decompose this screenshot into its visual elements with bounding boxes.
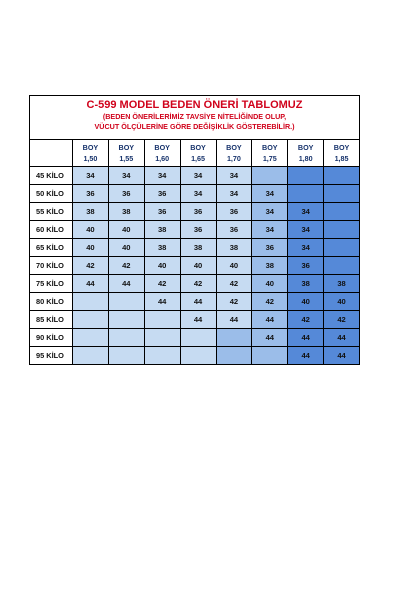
header-value: 1,80 [298,154,313,163]
size-cell: 42 [288,311,324,329]
size-cell: 34 [252,185,288,203]
header-label: BOY [190,143,206,152]
size-cell: 36 [108,185,144,203]
size-cell: 38 [73,203,109,221]
size-cell [252,347,288,365]
table-body [30,167,360,365]
weight-label: 55 KİLO [30,203,73,221]
size-cell: 38 [180,239,216,257]
size-cell: 44 [324,329,360,347]
header-value: 1,55 [119,154,134,163]
size-cell [216,329,252,347]
size-cell: 40 [180,257,216,275]
header-value: 1,70 [226,154,241,163]
header-value: 1,65 [191,154,206,163]
size-cell: 44 [180,311,216,329]
size-cell: 36 [288,257,324,275]
header-value: 1,60 [155,154,170,163]
size-cell: 38 [144,221,180,239]
size-cell: 38 [216,239,252,257]
size-cell [73,347,109,365]
header-label: BOY [333,143,350,152]
size-cell: 42 [324,311,360,329]
table-row [30,185,360,203]
size-cell: 38 [324,275,360,293]
size-cell: 34 [144,167,180,185]
size-cell: 44 [144,293,180,311]
size-cell: 40 [288,293,324,311]
size-cell: 38 [144,239,180,257]
header-value: 1,50 [83,154,98,163]
header-label: BOY [118,143,135,152]
size-cell: 34 [180,185,216,203]
table-row [30,167,360,185]
size-cell: 36 [144,203,180,221]
size-cell: 34 [288,221,324,239]
size-cell: 44 [252,329,288,347]
size-cell: 44 [180,293,216,311]
table-row [30,275,360,293]
size-cell: 44 [288,329,324,347]
weight-label: 45 KİLO [30,167,73,185]
size-cell: 34 [108,167,144,185]
weight-label: 50 KİLO [30,185,73,203]
size-cell [108,347,144,365]
size-cell: 42 [216,275,252,293]
header-value: 1,85 [334,154,349,163]
size-cell: 44 [252,311,288,329]
size-cell: 34 [288,203,324,221]
weight-label: 75 KİLO [30,275,73,293]
size-cell [144,329,180,347]
size-cell: 34 [73,167,109,185]
table-row [30,221,360,239]
size-cell: 36 [73,185,109,203]
size-cell: 36 [180,221,216,239]
size-cell: 38 [288,275,324,293]
header-label: BOY [154,143,170,152]
size-cell [108,311,144,329]
chart-title: C-599 MODEL BEDEN ÖNERİ TABLOMUZ [86,99,303,111]
header-label: BOY [297,143,314,152]
size-cell [73,293,109,311]
size-cell: 44 [288,347,324,365]
size-cell: 42 [216,293,252,311]
size-table [29,139,360,365]
weight-label: 70 KİLO [30,257,73,275]
size-cell: 40 [216,257,252,275]
table-row [30,329,360,347]
size-cell: 42 [108,257,144,275]
header-height-6 [288,140,324,167]
size-cell: 36 [216,221,252,239]
size-chart [29,95,360,365]
header-corner [30,140,73,167]
weight-label: 65 KİLO [30,239,73,257]
size-cell: 34 [216,167,252,185]
header-height-0 [73,140,109,167]
size-cell: 40 [73,239,109,257]
size-cell [144,311,180,329]
size-cell [108,329,144,347]
header-height-3 [180,140,216,167]
table-row [30,239,360,257]
size-cell: 36 [180,203,216,221]
size-cell [180,347,216,365]
size-cell: 40 [108,239,144,257]
header-height-1 [108,140,144,167]
table-row [30,293,360,311]
size-cell [324,239,360,257]
size-cell [324,257,360,275]
size-cell: 40 [144,257,180,275]
table-row [30,203,360,221]
size-cell [324,203,360,221]
title-box [29,95,360,139]
size-cell: 34 [288,239,324,257]
size-cell [108,293,144,311]
weight-label: 80 KİLO [30,293,73,311]
table-row [30,257,360,275]
size-cell: 44 [73,275,109,293]
header-height-4 [216,140,252,167]
weight-label: 90 KİLO [30,329,73,347]
chart-subtitle-line-2: VÜCUT ÖLÇÜLERİNE GÖRE DEĞİŞİKLİK GÖSTEREBİLİR.) [94,122,295,131]
table-row [30,347,360,365]
size-cell: 36 [144,185,180,203]
size-cell: 40 [73,221,109,239]
size-cell: 38 [108,203,144,221]
size-cell: 44 [324,347,360,365]
size-cell [324,221,360,239]
size-cell: 44 [108,275,144,293]
size-cell: 34 [252,221,288,239]
size-cell: 42 [180,275,216,293]
header-value: 1,75 [262,154,277,163]
header-row [30,140,360,167]
weight-label: 85 KİLO [30,311,73,329]
size-cell: 40 [108,221,144,239]
size-cell [288,185,324,203]
size-cell: 36 [252,239,288,257]
size-cell [180,329,216,347]
size-cell: 42 [73,257,109,275]
size-cell: 44 [216,311,252,329]
weight-label: 95 KİLO [30,347,73,365]
size-cell: 40 [252,275,288,293]
size-cell [324,167,360,185]
header-label: BOY [262,143,278,152]
weight-label: 60 KİLO [30,221,73,239]
size-cell: 40 [324,293,360,311]
size-cell [252,167,288,185]
size-cell: 42 [252,293,288,311]
header-height-5 [252,140,288,167]
table-row [30,311,360,329]
size-cell: 42 [144,275,180,293]
header-height-2 [144,140,180,167]
size-cell: 34 [216,185,252,203]
size-cell [73,311,109,329]
size-cell: 36 [216,203,252,221]
chart-subtitle-line-1: (BEDEN ÖNERİLERİMİZ TAVSİYE NİTELİĞİNDE OLUP, [102,112,287,121]
header-label: BOY [226,143,242,152]
size-cell: 34 [180,167,216,185]
size-cell: 34 [252,203,288,221]
size-cell [73,329,109,347]
size-cell [324,185,360,203]
size-cell [216,347,252,365]
header-label: BOY [82,143,99,152]
header-height-7 [324,140,360,167]
size-cell [288,167,324,185]
size-cell: 38 [252,257,288,275]
size-cell [144,347,180,365]
